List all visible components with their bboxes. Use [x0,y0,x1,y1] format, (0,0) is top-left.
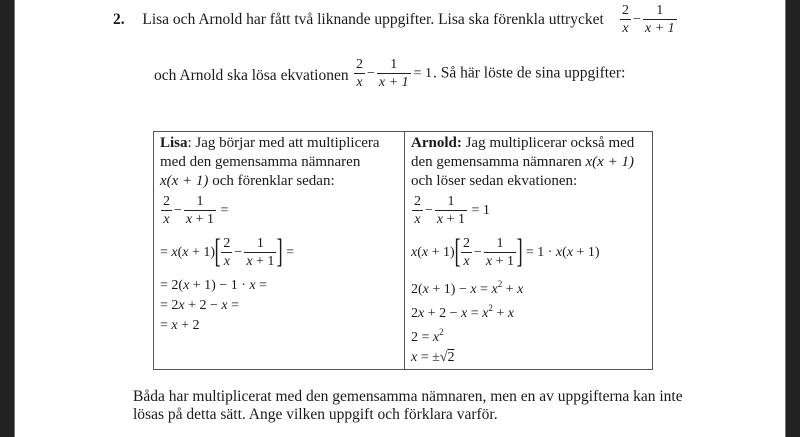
problem-intro: Lisa och Arnold har fått två liknande uppgifter. Lisa ska förenkla uttrycket [142,11,604,28]
arnold-step-3: $2(x + 1) - x = x^2 + x$ [411,279,524,297]
arnold-step-6: x = ±√2 [411,349,455,365]
document-page [16,0,785,437]
right-dark-margin [785,0,800,437]
question-line-1: Båda har multiplicerat med den gemensamma nämnaren, men en av uppgifterna kan inte [133,388,683,405]
lisa-step-1: $\frac{2}{x}$ − $\frac{1}{x + 1}$ = [163,193,229,227]
fraction-1-over-x-plus-1: $\frac{1}{x + 1}$ [644,3,675,36]
lisa-step-4: = 2x + 2 − x = [160,297,240,313]
arnold-column [405,132,653,370]
left-dark-margin [0,0,15,437]
arnold-step-5: $2 = x^2$ [411,327,444,345]
expression-lisa: $\frac{2}{x}$ − $\frac{1}{x + 1}$ [622,3,675,36]
arnold-intro: Arnold: Jag multiplicerar också med den gemensamma nämnaren x(x + 1) och löser sedan ekvationen: [411,135,635,189]
lisa-step-2: = x(x + 1) [ $\frac{2}{x}$ − $\frac{1}{x + 1}$ ] = [160,233,295,270]
fraction-2-over-x: $\frac{2}{x}$ [622,3,629,36]
problem-number: 2. [113,11,125,28]
arnold-step-2: x(x + 1) [ $\frac{2}{x}$ − $\frac{1}{x + 1}$ ] = 1 · x(x + 1) [411,233,600,270]
solutions-table [153,131,653,370]
fraction-2-over-x: $\frac{2}{x}$ [356,57,363,90]
line2-prefix: och Arnold ska lösa ekvationen [154,67,349,84]
lisa-step-5: = x + 2 [160,317,200,333]
equation-arnold: $\frac{2}{x}$ − $\frac{1}{x + 1}$ = 1. Så här löste de sina uppgifter: [356,57,626,90]
lisa-column [154,132,405,370]
problem-line-2 [154,67,349,85]
fraction-1-over-x-plus-1: $\frac{1}{x + 1}$ [378,57,409,90]
lisa-intro: Lisa: Jag börjar med att multiplicera med den gemensamma nämnaren x(x + 1) och förenklar sedan: [160,135,380,189]
arnold-step-1: $\frac{2}{x}$ − $\frac{1}{x + 1}$ = 1 [414,193,490,227]
arnold-step-4: $2x + 2 - x = x^2 + x$ [411,303,514,321]
lisa-step-3: = 2(x + 1) − 1 · x = [160,277,268,293]
question-line-2: lösas på detta sätt. Ange vilken uppgift och förklara varför. [133,406,498,423]
problem-line-1 [113,11,604,29]
